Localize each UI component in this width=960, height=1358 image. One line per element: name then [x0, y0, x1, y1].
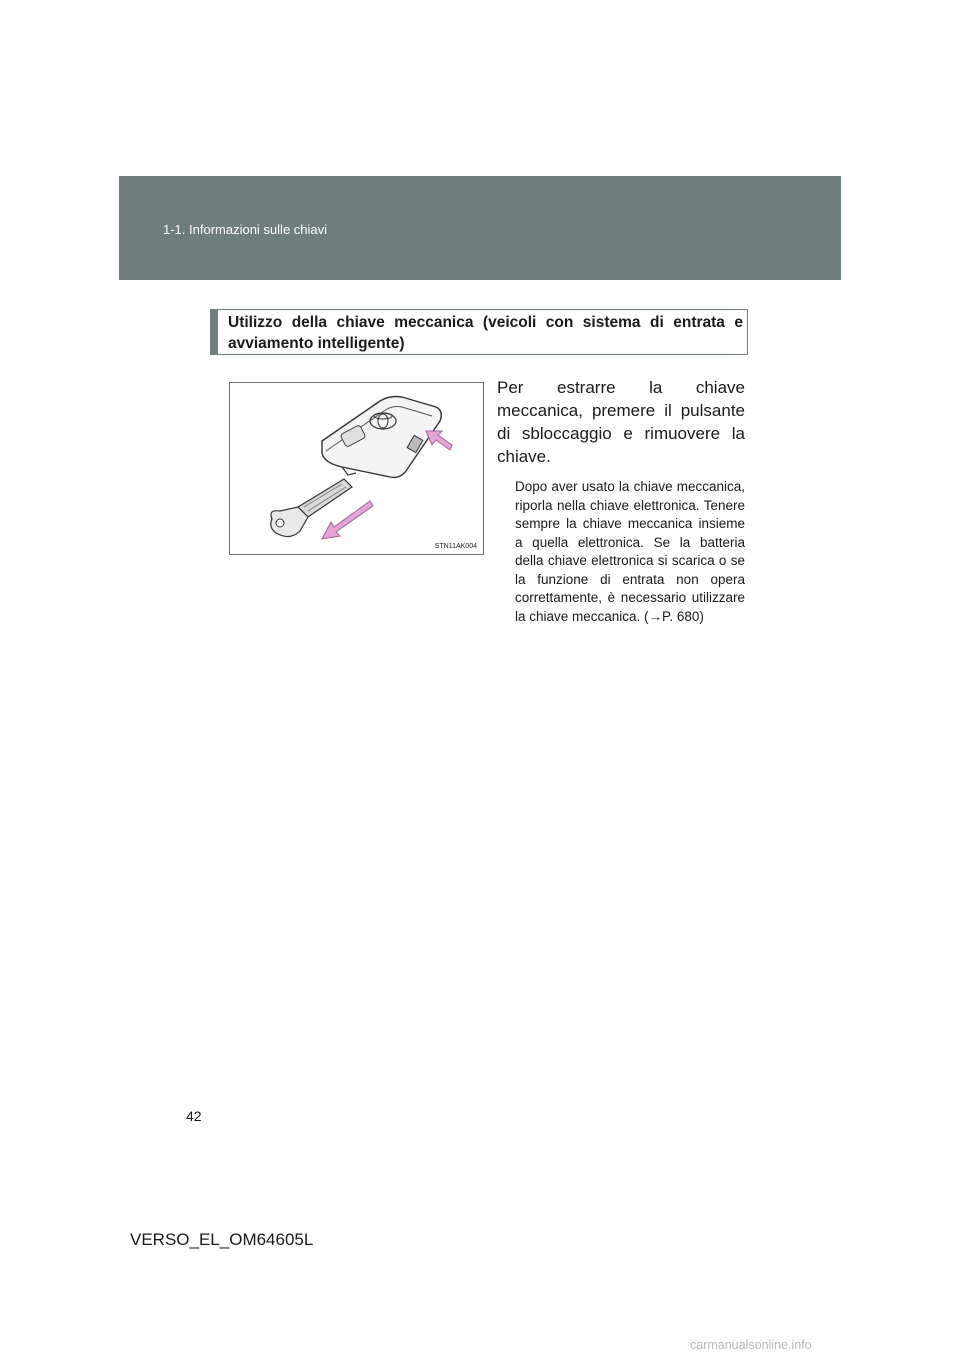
- press-arrow-icon: [426, 431, 452, 450]
- document-code: VERSO_EL_OM64605L: [130, 1230, 314, 1249]
- key-fob-body: [322, 397, 441, 478]
- key-illustration: [229, 382, 484, 555]
- mechanical-key-blade: [298, 479, 352, 517]
- watermark: carmanualsonline.info: [690, 1338, 812, 1352]
- electronic-key-drawing: [230, 383, 483, 554]
- instruction-text: Per estrarre la chiave meccanica, premere il pulsante di sbloccaggio e rimuovere la chiave.: [497, 378, 745, 466]
- section-title: Utilizzo della chiave meccanica (veicoli con sistema di entrata e avviamento intelligente): [228, 314, 743, 352]
- pull-arrow-icon: [322, 501, 373, 539]
- note-text: Dopo aver usato la chiave meccanica, riporla nella chiave elettronica. Tenere sempre la chiave meccanica insieme a quella elettronica. Se la batteria della chiave elettronica si scarica o se la funzione di entrata non opera correttamente, è necessario utilizzare la chiave meccanica. (→P. 680): [515, 479, 745, 624]
- section-heading-box: [210, 309, 748, 355]
- breadcrumb: 1-1. Informazioni sulle chiavi: [163, 222, 328, 237]
- figure-code: STN11AK004: [434, 543, 477, 550]
- page-number: 42: [186, 1108, 202, 1124]
